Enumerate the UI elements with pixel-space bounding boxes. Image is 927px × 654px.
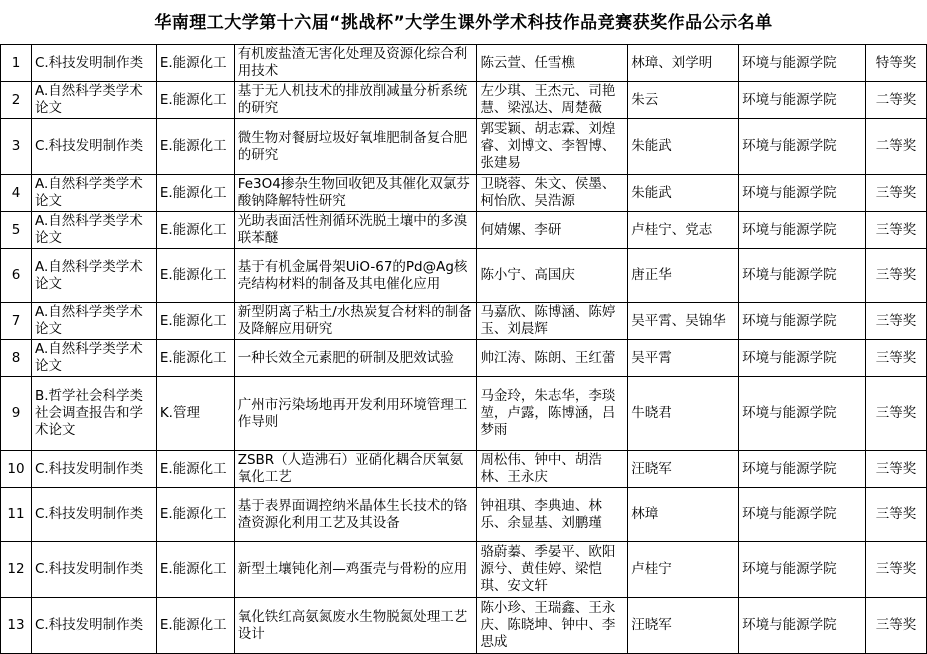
- cell-students: 何婧嫘、李研: [477, 212, 628, 249]
- cell-award: 三等奖: [865, 303, 926, 340]
- table-row: [1, 175, 927, 212]
- cell-discipline: E.能源化工: [156, 340, 234, 377]
- cell-advisor: 唐正华: [628, 249, 739, 303]
- cell-discipline: E.能源化工: [156, 249, 234, 303]
- cell-advisor: 卢桂宁: [628, 542, 739, 598]
- table-row: [1, 451, 927, 488]
- cell-award: 三等奖: [865, 249, 926, 303]
- table-row: [1, 542, 927, 598]
- table-row: [1, 212, 927, 249]
- cell-advisor: 汪晓军: [628, 451, 739, 488]
- award-table: [0, 44, 927, 654]
- cell-project: 一种长效全元素肥的研制及肥效试验: [234, 340, 477, 377]
- cell-discipline: K.管理: [156, 377, 234, 451]
- cell-school: 环境与能源学院: [739, 542, 866, 598]
- cell-project: 基于表界面调控纳米晶体生长技术的铬渣资源化利用工艺及其设备: [234, 488, 477, 542]
- cell-project: 基于有机金属骨架UiO-67的Pd@Ag核壳结构材料的制备及其电催化应用: [234, 249, 477, 303]
- table-row: [1, 377, 927, 451]
- cell-students: 马嘉欣、陈博涵、陈婷玉、刘晨辉: [477, 303, 628, 340]
- cell-discipline: E.能源化工: [156, 451, 234, 488]
- table-row: [1, 249, 927, 303]
- cell-award: 三等奖: [865, 451, 926, 488]
- cell-award: 三等奖: [865, 488, 926, 542]
- cell-advisor: 吴平霄、吴锦华: [628, 303, 739, 340]
- cell-project: 光助表面活性剂循环洗脱土壤中的多溴联苯醚: [234, 212, 477, 249]
- cell-school: 环境与能源学院: [739, 82, 866, 119]
- cell-discipline: E.能源化工: [156, 45, 234, 82]
- cell-school: 环境与能源学院: [739, 175, 866, 212]
- cell-category: C.科技发明制作类: [31, 542, 156, 598]
- table-row: [1, 119, 927, 175]
- cell-category: A.自然科学类学术论文: [31, 82, 156, 119]
- cell-advisor: 卢桂宁、党志: [628, 212, 739, 249]
- table-row: [1, 45, 927, 82]
- cell-project: 新型阴离子粘土/水热炭复合材料的制备及降解应用研究: [234, 303, 477, 340]
- cell-no: 8: [1, 340, 32, 377]
- cell-no: 5: [1, 212, 32, 249]
- cell-category: A.自然科学类学术论文: [31, 340, 156, 377]
- cell-school: 环境与能源学院: [739, 488, 866, 542]
- cell-advisor: 林璋: [628, 488, 739, 542]
- cell-project: 氧化铁红高氨氮废水生物脱氮处理工艺设计: [234, 598, 477, 654]
- cell-award: 三等奖: [865, 377, 926, 451]
- cell-students: 钟祖琪、李典迪、林乐、余显基、刘鹏瑾: [477, 488, 628, 542]
- cell-award: 三等奖: [865, 175, 926, 212]
- cell-students: 卫晓蓉、朱文、侯墨、柯怡欣、吴浩源: [477, 175, 628, 212]
- cell-category: A.自然科学类学术论文: [31, 303, 156, 340]
- cell-category: A.自然科学类学术论文: [31, 212, 156, 249]
- cell-category: C.科技发明制作类: [31, 451, 156, 488]
- cell-category: A.自然科学类学术论文: [31, 175, 156, 212]
- cell-project: Fe3O4掺杂生物回收钯及其催化双氯芬酸钠降解特性研究: [234, 175, 477, 212]
- cell-students: 陈小珍、王瑞鑫、王永庆、陈晓坤、钟中、李思成: [477, 598, 628, 654]
- cell-award: 特等奖: [865, 45, 926, 82]
- cell-category: C.科技发明制作类: [31, 119, 156, 175]
- cell-discipline: E.能源化工: [156, 175, 234, 212]
- cell-discipline: E.能源化工: [156, 212, 234, 249]
- cell-students: 陈小宁、高国庆: [477, 249, 628, 303]
- cell-no: 12: [1, 542, 32, 598]
- table-row: [1, 82, 927, 119]
- cell-category: C.科技发明制作类: [31, 598, 156, 654]
- cell-school: 环境与能源学院: [739, 212, 866, 249]
- cell-advisor: 汪晓军: [628, 598, 739, 654]
- cell-discipline: E.能源化工: [156, 119, 234, 175]
- cell-no: 13: [1, 598, 32, 654]
- cell-advisor: 朱能武: [628, 175, 739, 212]
- cell-students: 周松伟、钟中、胡浩林、王永庆: [477, 451, 628, 488]
- cell-school: 环境与能源学院: [739, 303, 866, 340]
- cell-category: A.自然科学类学术论文: [31, 249, 156, 303]
- cell-advisor: 吴平霄: [628, 340, 739, 377]
- cell-discipline: E.能源化工: [156, 542, 234, 598]
- table-row: [1, 488, 927, 542]
- cell-project: 广州市污染场地再开发利用环境管理工作导则: [234, 377, 477, 451]
- cell-award: 二等奖: [865, 119, 926, 175]
- cell-school: 环境与能源学院: [739, 119, 866, 175]
- cell-project: 基于无人机技术的排放削减量分析系统的研究: [234, 82, 477, 119]
- cell-students: 左少琪、王杰元、司艳慧、梁泓达、周楚薇: [477, 82, 628, 119]
- cell-students: 骆蔚蓁、季晏平、欧阳源兮、黄佳婷、梁恺琪、安文轩: [477, 542, 628, 598]
- cell-students: 马金玲，朱志华，李琰堃，卢露，陈博涵，吕梦雨: [477, 377, 628, 451]
- cell-students: 帅江涛、陈朗、王红蕾: [477, 340, 628, 377]
- cell-discipline: E.能源化工: [156, 303, 234, 340]
- cell-school: 环境与能源学院: [739, 249, 866, 303]
- cell-project: 有机废盐渣无害化处理及资源化综合利用技术: [234, 45, 477, 82]
- cell-award: 三等奖: [865, 598, 926, 654]
- cell-category: B.哲学社会科学类社会调查报告和学术论文: [31, 377, 156, 451]
- cell-advisor: 朱云: [628, 82, 739, 119]
- cell-award: 二等奖: [865, 82, 926, 119]
- cell-discipline: E.能源化工: [156, 598, 234, 654]
- cell-students: 郭雯颖、胡志霖、刘煌睿、刘博文、李智博、张建易: [477, 119, 628, 175]
- cell-no: 1: [1, 45, 32, 82]
- cell-school: 环境与能源学院: [739, 340, 866, 377]
- cell-award: 三等奖: [865, 340, 926, 377]
- cell-no: 9: [1, 377, 32, 451]
- cell-school: 环境与能源学院: [739, 45, 866, 82]
- table-row: [1, 598, 927, 654]
- cell-project: 微生物对餐厨垃圾好氧堆肥制备复合肥的研究: [234, 119, 477, 175]
- cell-no: 6: [1, 249, 32, 303]
- cell-advisor: 牛晓君: [628, 377, 739, 451]
- cell-school: 环境与能源学院: [739, 451, 866, 488]
- cell-no: 10: [1, 451, 32, 488]
- cell-school: 环境与能源学院: [739, 598, 866, 654]
- cell-award: 三等奖: [865, 542, 926, 598]
- cell-category: C.科技发明制作类: [31, 488, 156, 542]
- cell-no: 7: [1, 303, 32, 340]
- cell-category: C.科技发明制作类: [31, 45, 156, 82]
- cell-project: ZSBR（人造沸石）亚硝化耦合厌氧氨氧化工艺: [234, 451, 477, 488]
- cell-advisor: 朱能武: [628, 119, 739, 175]
- cell-students: 陈云萱、任雪樵: [477, 45, 628, 82]
- table-row: [1, 340, 927, 377]
- cell-discipline: E.能源化工: [156, 82, 234, 119]
- cell-advisor: 林璋、刘学明: [628, 45, 739, 82]
- cell-discipline: E.能源化工: [156, 488, 234, 542]
- cell-project: 新型土壤钝化剂—鸡蛋壳与骨粉的应用: [234, 542, 477, 598]
- cell-no: 4: [1, 175, 32, 212]
- page-title: 华南理工大学第十六届“挑战杯”大学生课外学术科技作品竞赛获奖作品公示名单: [154, 13, 773, 33]
- cell-no: 2: [1, 82, 32, 119]
- table-row: [1, 303, 927, 340]
- cell-no: 11: [1, 488, 32, 542]
- cell-award: 三等奖: [865, 212, 926, 249]
- cell-no: 3: [1, 119, 32, 175]
- cell-school: 环境与能源学院: [739, 377, 866, 451]
